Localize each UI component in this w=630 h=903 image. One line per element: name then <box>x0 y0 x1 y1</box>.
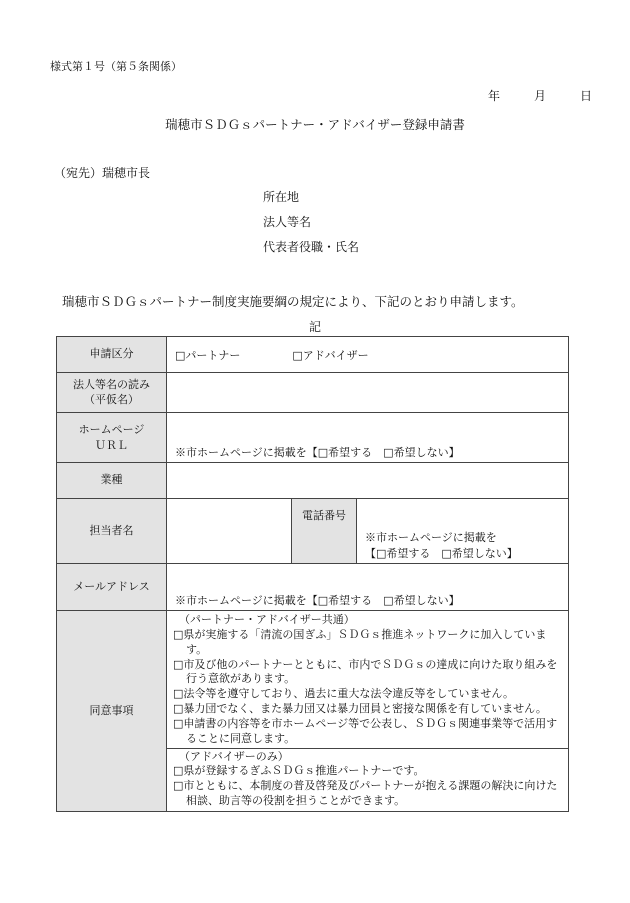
row-reading <box>57 373 569 413</box>
option-partner-checkbox[interactable]: □パートナー <box>175 348 241 362</box>
applicant-location-label: 所在地 <box>263 190 300 204</box>
reading-label-line2: （平仮名） <box>84 392 139 406</box>
row-homepage <box>57 413 569 463</box>
mail-label: メールアドレス <box>57 564 167 611</box>
advisor-item-1[interactable]: □県が登録するぎふＳＤＧｓ推進パートナーです。 <box>173 764 425 778</box>
mail-field[interactable] <box>167 564 569 611</box>
common-item-3[interactable]: □法令等を遵守しており、過去に重大な法令違反等をしていません。 <box>173 687 515 701</box>
industry-field[interactable] <box>167 463 569 499</box>
mail-publish-note[interactable]: ※市ホームページに掲載を【□希望する □希望しない】 <box>175 594 460 607</box>
application-statement: 瑞穂市ＳＤＧｓパートナー制度実施要綱の規定により、下記のとおり申請します。 <box>62 294 524 309</box>
homepage-label-line2: ＵＲＬ <box>95 439 128 452</box>
contact-person-field[interactable] <box>167 499 292 564</box>
option-advisor-checkbox[interactable]: □アドバイザー <box>292 348 369 362</box>
phone-field[interactable] <box>357 499 569 564</box>
phone-publish-note[interactable] <box>365 530 518 561</box>
row-mail <box>57 564 569 611</box>
row-category <box>57 337 569 373</box>
date-month: 月 <box>534 89 547 103</box>
date-year: 年 <box>488 89 501 103</box>
phone-label: 電話番号 <box>292 499 357 564</box>
document-title: 瑞穂市ＳＤＧｓパートナー・アドバイザー登録申請書 <box>165 117 465 132</box>
row-consent <box>57 611 569 812</box>
homepage-field[interactable] <box>167 413 569 463</box>
applicant-corp-name-label: 法人等名 <box>263 215 312 229</box>
applicant-representative-label: 代表者役職・氏名 <box>263 240 360 254</box>
consent-items <box>167 611 569 812</box>
consent-divider <box>167 748 568 749</box>
reading-field[interactable] <box>167 373 569 413</box>
common-item-1[interactable]: □県が実施する「清流の国ぎふ」ＳＤＧｓ推進ネットワークに加入しています。 <box>173 627 547 656</box>
date-line <box>488 87 592 104</box>
contact-person-label: 担当者名 <box>57 499 167 564</box>
common-item-4[interactable]: □暴力団でなく、また暴力団又は暴力団員と密接な関係を有していません。 <box>173 702 547 716</box>
homepage-publish-note[interactable]: ※市ホームページに掲載を【□希望する □希望しない】 <box>175 446 460 459</box>
advisor-caption: （アドバイザーのみ） <box>179 749 289 763</box>
common-caption: （パートナー・アドバイザー共通） <box>179 613 355 626</box>
category-options <box>167 337 569 373</box>
row-industry <box>57 463 569 499</box>
form-number: 様式第１号（第５条関係） <box>50 60 182 73</box>
phone-note-line1: ※市ホームページに掲載を <box>365 531 497 545</box>
industry-label: 業種 <box>57 463 167 499</box>
homepage-label-line1: ホームページ <box>78 423 145 436</box>
category-label: 申請区分 <box>57 337 167 373</box>
reading-label-line1: 法人等名の読み <box>73 377 150 391</box>
consent-label: 同意事項 <box>57 611 167 812</box>
phone-note-line2: 【□希望する □希望しない】 <box>365 546 518 560</box>
common-item-2[interactable]: □市及び他のパートナーとともに、市内でＳＤＧｓの達成に向けた取り組みを行う意欲があります。 <box>173 657 558 686</box>
homepage-label <box>57 413 167 463</box>
ki-heading: 記 <box>308 320 321 334</box>
row-contact <box>57 499 569 564</box>
addressee: （宛先）瑞穂市長 <box>54 166 151 180</box>
common-item-5[interactable]: □申請書の内容等を市ホームページ等で公表し、ＳＤＧｓ関連事業等で活用することに同意します。 <box>173 716 558 745</box>
application-form-table <box>56 336 569 812</box>
reading-label <box>57 373 167 413</box>
date-day: 日 <box>580 89 593 103</box>
advisor-item-2[interactable]: □市とともに、本制度の普及啓発及びパートナーが抱える課題の解決に向けた相談、助言等の役割を担うことができます。 <box>173 779 558 808</box>
